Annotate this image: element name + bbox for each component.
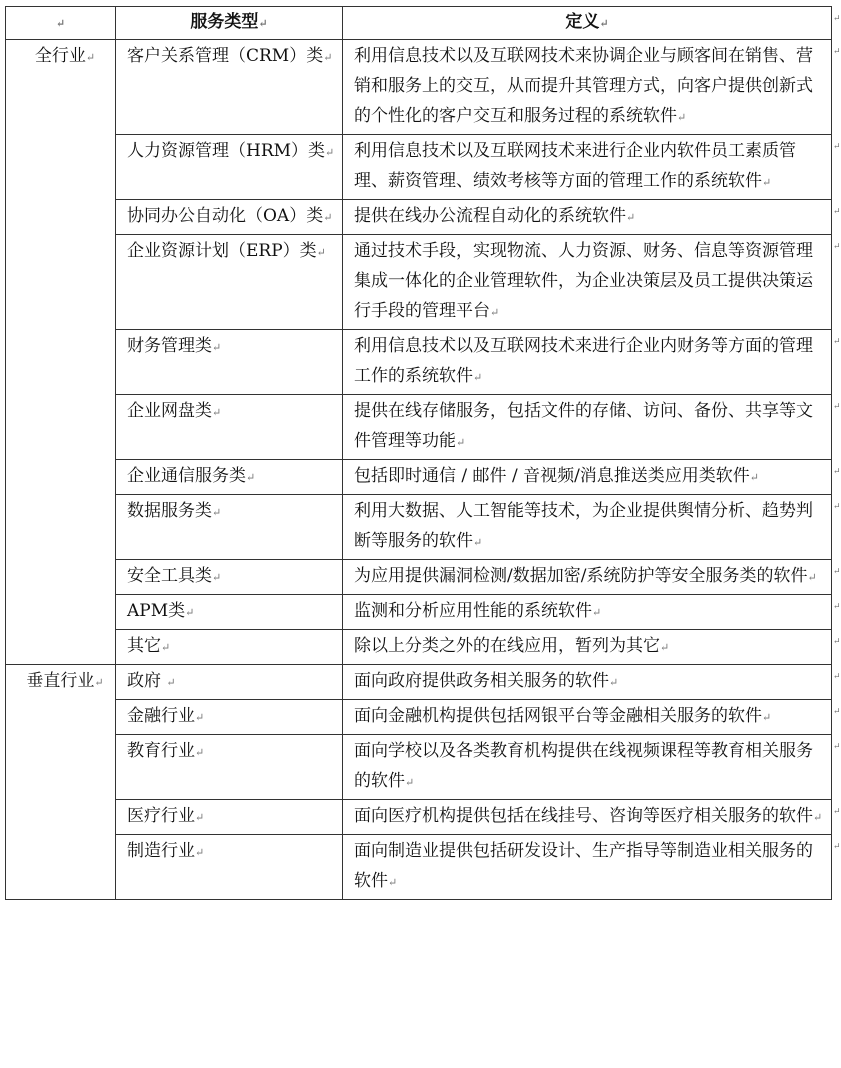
definition-text: 通过技术手段，实现物流、人力资源、财务、信息等资源管理集成一体化的企业管理软件，为企业决策层及员工提供决策运行手段的管理平台 xyxy=(354,241,813,321)
paragraph-mark-icon: ↵ xyxy=(405,776,415,789)
definition-cell xyxy=(343,235,832,330)
definition-text: 利用信息技术以及互联网技术来进行企业内软件员工素质管理、薪资管理、绩效考核等方面的管理工作的系统软件 xyxy=(354,141,796,191)
definition-cell xyxy=(343,700,832,735)
service-type-label: 安全工具类 xyxy=(127,566,212,586)
paragraph-mark-icon: ↵ xyxy=(599,17,609,30)
paragraph-mark-icon: ↵ xyxy=(195,811,205,824)
definition-cell xyxy=(343,630,832,665)
row-end-mark-icon: ↵ xyxy=(833,14,841,24)
paragraph-mark-icon: ↵ xyxy=(323,51,333,64)
definition-cell xyxy=(343,800,832,835)
service-type-cell xyxy=(116,665,343,700)
table-row xyxy=(6,135,832,200)
paragraph-mark-icon: ↵ xyxy=(626,211,636,224)
row-end-mark-icon: ↵ xyxy=(833,742,841,752)
definition-cell xyxy=(343,135,832,200)
paragraph-mark-icon: ↵ xyxy=(195,711,205,724)
category-cell xyxy=(6,665,116,900)
paragraph-mark-icon: ↵ xyxy=(185,606,195,619)
row-end-mark-icon: ↵ xyxy=(833,807,841,817)
service-type-label: 政府 xyxy=(127,671,167,691)
table-row xyxy=(6,395,832,460)
definition-text: 面向政府提供政务相关服务的软件 xyxy=(354,671,609,691)
paragraph-mark-icon: ↵ xyxy=(325,146,335,159)
definition-text: 面向医疗机构提供包括在线挂号、咨询等医疗相关服务的软件 xyxy=(354,806,813,826)
paragraph-mark-icon: ↵ xyxy=(161,641,171,654)
service-type-label: 协同办公自动化（OA）类 xyxy=(127,206,324,226)
definition-cell xyxy=(343,595,832,630)
definition-cell xyxy=(343,665,832,700)
service-type-label: 制造行业 xyxy=(127,841,195,861)
service-type-label: 教育行业 xyxy=(127,741,195,761)
service-type-label: 企业资源计划（ERP）类 xyxy=(127,241,317,261)
service-type-label: 财务管理类 xyxy=(127,336,212,356)
paragraph-mark-icon: ↵ xyxy=(807,571,817,584)
row-end-mark-icon: ↵ xyxy=(833,467,841,477)
paragraph-mark-icon: ↵ xyxy=(490,306,500,319)
paragraph-mark-icon: ↵ xyxy=(749,471,760,484)
table-row xyxy=(6,495,832,560)
category-label: 垂直行业 xyxy=(26,671,95,691)
table-row xyxy=(6,835,832,900)
paragraph-mark-icon: ↵ xyxy=(212,341,222,354)
paragraph-mark-icon: ↵ xyxy=(388,876,398,889)
definition-cell xyxy=(343,835,832,900)
definition-text: 利用大数据、人工智能等技术，为企业提供舆情分析、趋势判断等服务的软件 xyxy=(354,501,813,551)
definition-text: 利用信息技术以及互联网技术来协调企业与顾客间在销售、营销和服务上的交互，从而提升其管理方式，向客户提供创新式的个性化的客户交互和服务过程的系统软件 xyxy=(354,46,813,126)
definition-text: 面向金融机构提供包括网银平台等金融相关服务的软件 xyxy=(354,706,762,726)
row-end-mark-icon: ↵ xyxy=(833,602,841,612)
service-type-cell xyxy=(116,835,343,900)
service-type-cell xyxy=(116,395,343,460)
service-type-cell xyxy=(116,560,343,595)
table-row xyxy=(6,735,832,800)
definition-cell xyxy=(343,395,832,460)
service-type-cell xyxy=(116,200,343,235)
paragraph-mark-icon: ↵ xyxy=(94,676,104,689)
paragraph-mark-icon: ↵ xyxy=(762,176,772,189)
table-row xyxy=(6,40,832,135)
definition-cell xyxy=(343,460,832,495)
table-row xyxy=(6,330,832,395)
definition-text: 除以上分类之外的在线应用，暂列为其它 xyxy=(354,636,660,656)
definition-cell xyxy=(343,495,832,560)
paragraph-mark-icon: ↵ xyxy=(258,17,268,30)
service-type-cell xyxy=(116,595,343,630)
service-type-cell xyxy=(116,700,343,735)
table-row xyxy=(6,800,832,835)
definition-text: 利用信息技术以及互联网技术来进行企业内财务等方面的管理工作的系统软件 xyxy=(354,336,813,386)
service-type-label: 客户关系管理（CRM）类 xyxy=(127,46,324,66)
row-end-mark-icon: ↵ xyxy=(833,502,841,512)
table-row xyxy=(6,595,832,630)
paragraph-mark-icon: ↵ xyxy=(609,676,619,689)
row-end-mark-icon: ↵ xyxy=(833,142,841,152)
service-type-cell xyxy=(116,800,343,835)
header-definition: 定义↵ xyxy=(343,7,832,40)
service-type-cell xyxy=(116,135,343,200)
header-service-type: 服务类型↵ xyxy=(116,7,343,40)
row-end-mark-icon: ↵ xyxy=(833,47,841,57)
service-type-label: 企业通信服务类 xyxy=(127,466,246,486)
table-row xyxy=(6,200,832,235)
definition-cell xyxy=(343,40,832,135)
service-type-table xyxy=(5,6,832,900)
paragraph-mark-icon: ↵ xyxy=(323,211,333,224)
service-type-label: APM类 xyxy=(127,601,186,621)
row-end-mark-icon: ↵ xyxy=(833,402,841,412)
paragraph-mark-icon: ↵ xyxy=(212,406,222,419)
table-row xyxy=(6,560,832,595)
table-header-row xyxy=(6,7,832,40)
header-corner-cell xyxy=(6,7,116,40)
row-end-mark-icon: ↵ xyxy=(833,672,841,682)
paragraph-mark-icon: ↵ xyxy=(473,536,483,549)
paragraph-mark-icon: ↵ xyxy=(592,606,602,619)
service-type-cell xyxy=(116,330,343,395)
paragraph-mark-icon: ↵ xyxy=(195,846,205,859)
definition-text: 为应用提供漏洞检测/数据加密/系统防护等安全服务类的软件 xyxy=(354,566,808,586)
definition-text: 提供在线办公流程自动化的系统软件 xyxy=(354,206,626,226)
service-type-label: 人力资源管理（HRM）类 xyxy=(127,141,326,161)
table-row xyxy=(6,665,832,700)
row-end-mark-icon: ↵ xyxy=(833,242,841,252)
definition-cell xyxy=(343,735,832,800)
definition-cell xyxy=(343,200,832,235)
paragraph-mark-icon: ↵ xyxy=(195,746,205,759)
definition-cell xyxy=(343,330,832,395)
service-type-label: 数据服务类 xyxy=(127,501,212,521)
definition-text: 面向制造业提供包括研发设计、生产指导等制造业相关服务的软件 xyxy=(354,841,813,891)
table-row xyxy=(6,630,832,665)
service-type-label: 金融行业 xyxy=(127,706,195,726)
definition-text: 监测和分析应用性能的系统软件 xyxy=(354,601,592,621)
table-body xyxy=(6,40,832,900)
paragraph-mark-icon: ↵ xyxy=(55,17,66,30)
paragraph-mark-icon: ↵ xyxy=(246,471,256,484)
paragraph-mark-icon: ↵ xyxy=(212,571,222,584)
service-type-cell xyxy=(116,495,343,560)
service-type-label: 企业网盘类 xyxy=(127,401,212,421)
row-end-mark-icon: ↵ xyxy=(833,337,841,347)
service-type-label: 其它 xyxy=(127,636,161,656)
row-end-mark-icon: ↵ xyxy=(833,207,841,217)
row-end-mark-icon: ↵ xyxy=(833,567,841,577)
paragraph-mark-icon: ↵ xyxy=(677,111,687,124)
paragraph-mark-icon: ↵ xyxy=(660,641,670,654)
paragraph-mark-icon: ↵ xyxy=(762,711,772,724)
table-row xyxy=(6,700,832,735)
service-type-cell xyxy=(116,460,343,495)
paragraph-mark-icon: ↵ xyxy=(316,246,326,259)
definition-text: 包括即时通信 / 邮件 / 音视频/消息推送类应用类软件 xyxy=(354,466,750,486)
service-type-cell xyxy=(116,630,343,665)
table-row xyxy=(6,460,832,495)
service-type-cell xyxy=(116,235,343,330)
paragraph-mark-icon: ↵ xyxy=(212,506,222,519)
service-type-cell xyxy=(116,40,343,135)
definition-text: 提供在线存储服务，包括文件的存储、访问、备份、共享等文件管理等功能 xyxy=(354,401,813,451)
row-end-mark-icon: ↵ xyxy=(833,637,841,647)
definition-text: 面向学校以及各类教育机构提供在线视频课程等教育相关服务的软件 xyxy=(354,741,813,791)
paragraph-mark-icon: ↵ xyxy=(85,51,96,64)
paragraph-mark-icon: ↵ xyxy=(166,676,176,689)
category-cell xyxy=(6,40,116,665)
paragraph-mark-icon: ↵ xyxy=(813,811,823,824)
service-type-cell xyxy=(116,735,343,800)
row-end-mark-icon: ↵ xyxy=(833,707,841,717)
paragraph-mark-icon: ↵ xyxy=(456,436,466,449)
paragraph-mark-icon: ↵ xyxy=(473,371,483,384)
table-row xyxy=(6,235,832,330)
category-label: 全行业 xyxy=(34,46,86,66)
row-end-mark-icon: ↵ xyxy=(833,842,841,852)
definition-cell xyxy=(343,560,832,595)
service-type-label: 医疗行业 xyxy=(127,806,195,826)
